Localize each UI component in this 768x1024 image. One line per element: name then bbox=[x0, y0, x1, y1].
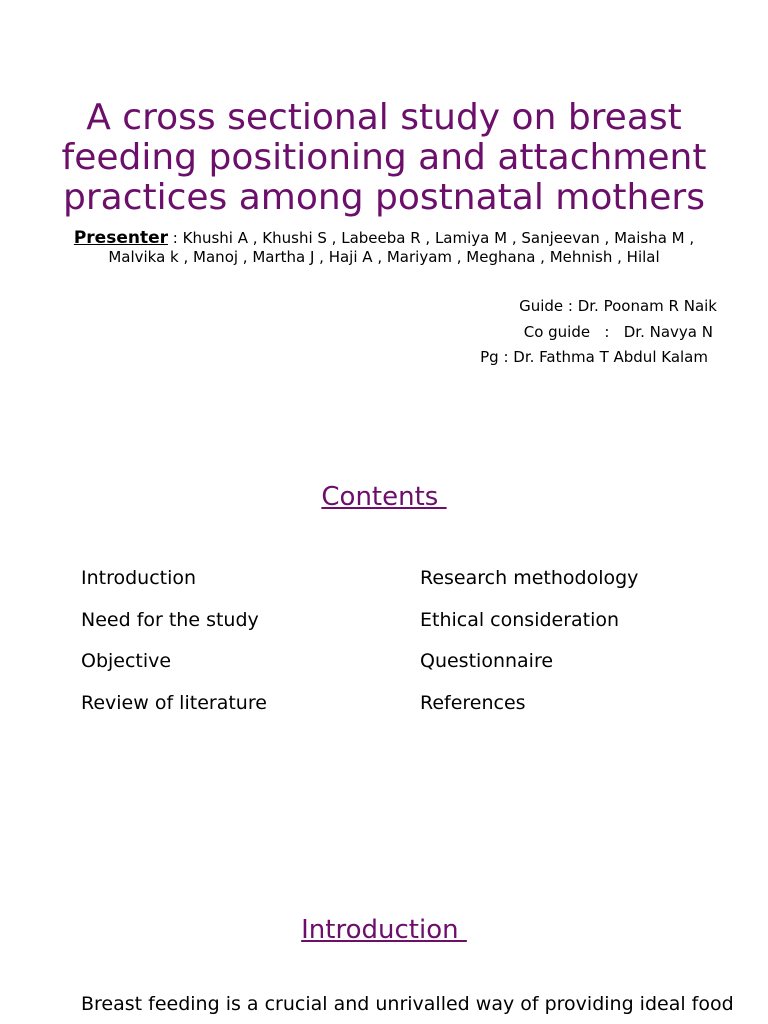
title-line-2: feeding positioning and attachment bbox=[61, 137, 707, 178]
presenter-label: Presenter bbox=[73, 228, 169, 248]
contents-item-objective: Objective bbox=[81, 650, 172, 672]
presenter-names-1: : Khushi A , Khushi S , Labeeba R , Lamiya M , Sanjeevan , Maisha M , bbox=[168, 229, 695, 247]
co-guide-name: Co guide : Dr. Navya N bbox=[523, 322, 713, 341]
contents-item-references: References bbox=[420, 691, 526, 714]
document-title bbox=[0, 98, 768, 218]
title-line-3: practices among postnatal mothers bbox=[62, 177, 705, 218]
contents-item-questionnaire: Questionnaire bbox=[420, 650, 554, 672]
contents-item-review-of-literature: Review of literature bbox=[81, 691, 267, 714]
title-line-1: A cross sectional study on breast bbox=[86, 97, 682, 138]
contents-column-right bbox=[420, 558, 638, 724]
guide-block bbox=[440, 294, 730, 371]
guide-name: Guide : Dr. Poonam R Naik bbox=[519, 297, 717, 315]
presenter-names-2: Malvika k , Manoj , Martha J , Haji A , Mariyam , Meghana , Mehnish , Hilal bbox=[108, 248, 660, 266]
introduction-heading: Introduction bbox=[301, 915, 467, 945]
contents-item-introduction: Introduction bbox=[81, 567, 197, 589]
contents-column-left bbox=[81, 558, 267, 724]
contents-item-ethical-consideration: Ethical consideration bbox=[420, 608, 620, 631]
contents-item-need-for-study: Need for the study bbox=[81, 608, 259, 631]
contents-item-research-methodology: Research methodology bbox=[420, 567, 639, 589]
introduction-paragraph: Breast feeding is a crucial and unrivalled way of providing ideal food bbox=[81, 993, 734, 1015]
contents-heading: Contents bbox=[321, 482, 447, 512]
pg-name: Pg : Dr. Fathma T Abdul Kalam bbox=[480, 348, 708, 366]
presenter-line-1 bbox=[40, 229, 728, 248]
presenter-list bbox=[40, 229, 728, 267]
